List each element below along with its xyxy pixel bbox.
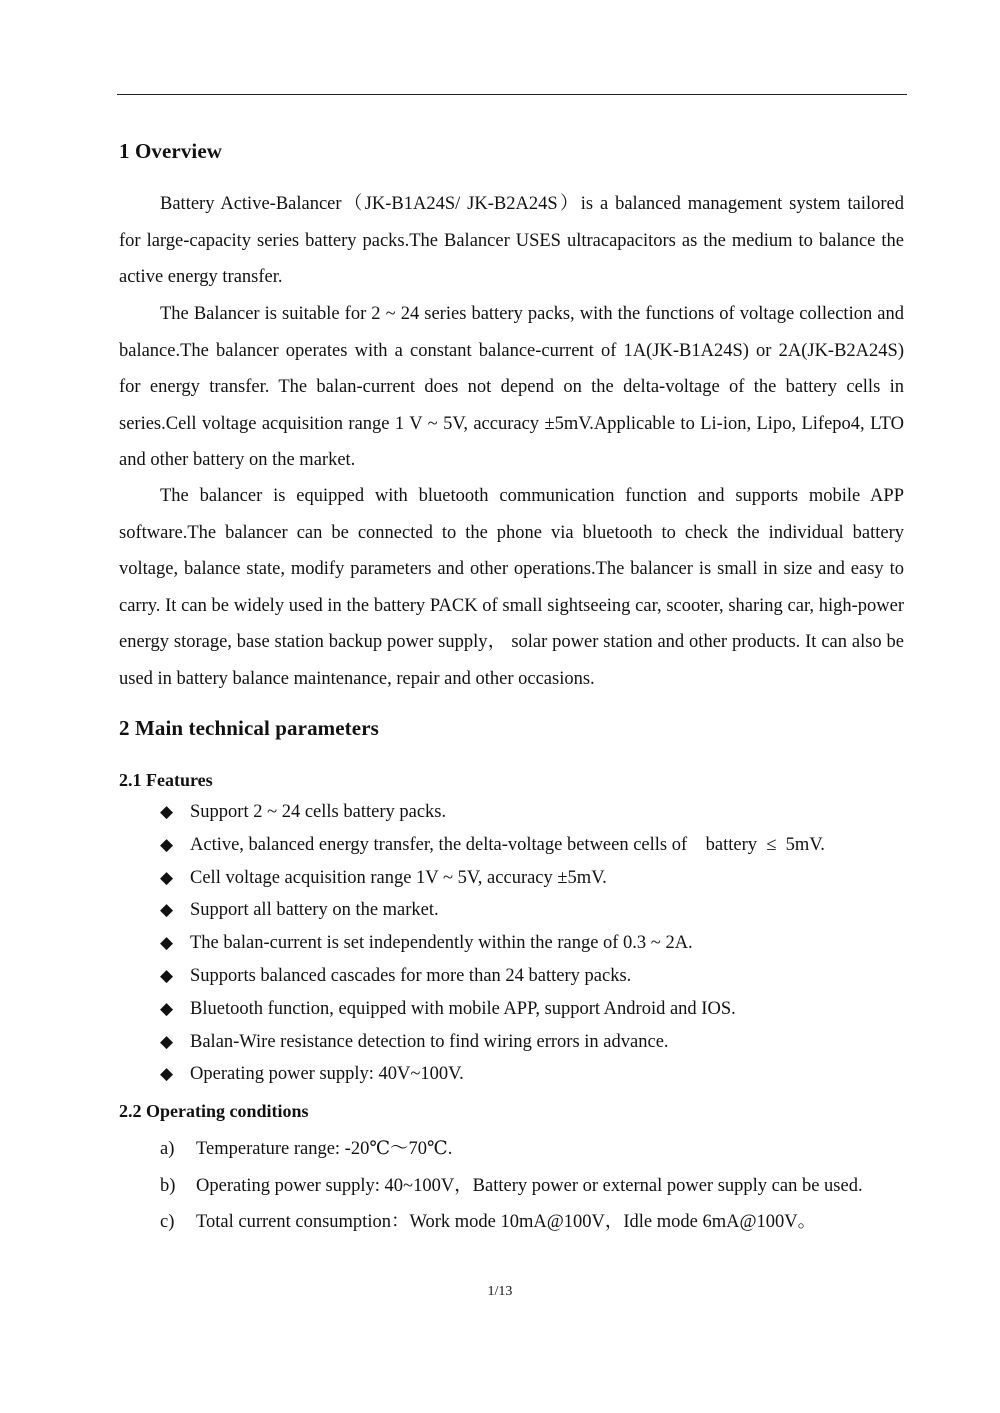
diamond-bullet-icon: ◆ bbox=[160, 965, 174, 985]
diamond-bullet-icon: ◆ bbox=[160, 1031, 174, 1051]
feature-text: The balan-current is set independently within the range of 0.3 ~ 2A. bbox=[190, 933, 693, 954]
diamond-bullet-icon: ◆ bbox=[160, 900, 174, 920]
condition-text: Temperature range: -20℃～70℃. bbox=[196, 1139, 453, 1159]
feature-text: Support all battery on the market. bbox=[190, 900, 439, 921]
features-list bbox=[160, 796, 920, 1091]
diamond-bullet-icon: ◆ bbox=[160, 834, 174, 854]
list-item bbox=[160, 993, 920, 1026]
diamond-bullet-icon: ◆ bbox=[160, 802, 174, 821]
overview-paragraph-2: The Balancer is suitable for 2 ~ 24 series battery packs, with the functions of voltage collection and balance.The balancer operates with a constant balance-current of 1A(JK-B1A24S) or 2A(JK-B2A24S) for energy transfer. The balan-current does not depend on the delta-voltage of the battery cells in series.Cell voltage acquisition range 1 V ~ 5V, accuracy ±5mV.Applicable to Li-ion, Lipo, Lifepo4, LTO and other battery on the market. bbox=[119, 304, 904, 471]
list-item bbox=[160, 894, 920, 927]
features-heading: 2.1 Features bbox=[119, 770, 213, 790]
feature-text: Active, balanced energy transfer, the delta-voltage between cells of battery ≤ 5mV. bbox=[190, 834, 825, 855]
feature-text: Balan-Wire resistance detection to find wiring errors in advance. bbox=[190, 1031, 669, 1052]
conditions-heading: 2.2 Operating conditions bbox=[119, 1101, 309, 1121]
list-item bbox=[160, 1058, 920, 1091]
condition-text: Total current consumption：Work mode 10mA@100V，Idle mode 6mA@100V。 bbox=[196, 1212, 817, 1233]
feature-text: Operating power supply: 40V~100V. bbox=[190, 1064, 464, 1085]
list-item bbox=[160, 960, 920, 993]
diamond-bullet-icon: ◆ bbox=[160, 998, 174, 1018]
list-item bbox=[160, 796, 920, 829]
list-item bbox=[160, 927, 920, 960]
list-marker: a) bbox=[160, 1139, 175, 1159]
list-marker: b) bbox=[160, 1175, 176, 1196]
overview-paragraph-1: Battery Active-Balancer（JK-B1A24S/ JK-B2A24S）is a balanced management system tailored for large-capacity series battery packs.The Balancer USES ultracapacitors as the medium to balance the active energy transfer. bbox=[119, 194, 904, 288]
feature-text: Support 2 ~ 24 cells battery packs. bbox=[190, 802, 447, 822]
header-rule bbox=[117, 94, 907, 95]
feature-text: Bluetooth function, equipped with mobile APP, support Android and IOS. bbox=[190, 998, 736, 1019]
list-item bbox=[160, 1168, 920, 1205]
page-number: 1/13 bbox=[487, 1284, 513, 1299]
diamond-bullet-icon: ◆ bbox=[160, 933, 174, 953]
list-marker: c) bbox=[160, 1212, 175, 1233]
overview-paragraph-3: The balancer is equipped with bluetooth communication function and supports mobile APP software.The balancer can be connected to the phone via bluetooth to check the individual battery voltage, balance state, modify parameters and other operations.The balancer is small in size and easy to carry. It can be widely used in the battery PACK of small sightseeing car, scooter, sharing car, high-power energy storage, base station backup power supply， solar power station and other products. It can also be used in battery balance maintenance, repair and other occasions. bbox=[119, 486, 904, 689]
list-item bbox=[160, 1204, 920, 1241]
list-item bbox=[160, 829, 920, 862]
feature-text: Supports balanced cascades for more than 24 battery packs. bbox=[190, 965, 632, 986]
condition-text: Operating power supply: 40~100V，Battery power or external power supply can be used. bbox=[196, 1175, 863, 1196]
overview-heading: 1 Overview bbox=[119, 139, 223, 163]
conditions-list bbox=[160, 1131, 920, 1241]
list-item bbox=[160, 1131, 920, 1168]
diamond-bullet-icon: ◆ bbox=[160, 867, 174, 887]
feature-text: Cell voltage acquisition range 1V ~ 5V, accuracy ±5mV. bbox=[190, 867, 607, 888]
diamond-bullet-icon: ◆ bbox=[160, 1064, 174, 1084]
list-item bbox=[160, 1026, 920, 1059]
main-params-heading: 2 Main technical parameters bbox=[119, 716, 379, 740]
list-item bbox=[160, 862, 920, 895]
